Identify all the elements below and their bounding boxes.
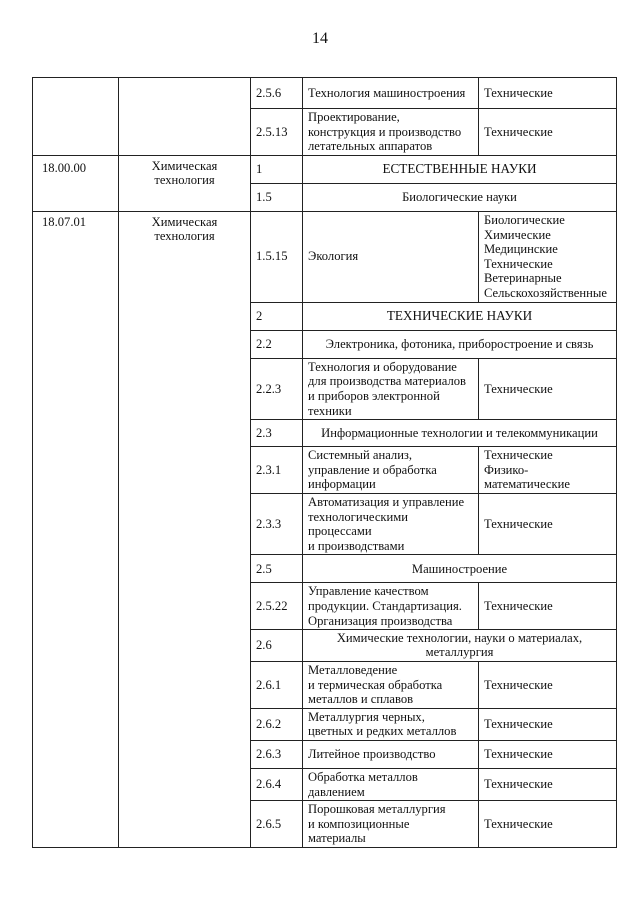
science-code: 2.2 [251, 330, 303, 358]
table-row [33, 155, 617, 183]
science-branch: Технические [479, 662, 617, 709]
science-branch: Технические [479, 741, 617, 769]
science-code: 2.6.1 [251, 662, 303, 709]
science-code: 2.3.1 [251, 447, 303, 494]
science-code: 1 [251, 155, 303, 183]
science-branch: Биологические Химические Медицинские Технические Ветеринарные Сельскохозяйственные [479, 211, 617, 302]
science-branch: Технические [479, 109, 617, 156]
science-code: 2.5.6 [251, 78, 303, 109]
science-code: 2.5.13 [251, 109, 303, 156]
page-number: 14 [312, 30, 328, 47]
science-branch: Технические [479, 358, 617, 419]
spec-code: 18.07.01 [33, 211, 119, 847]
subsection-heading: Электроника, фотоника, приборостроение и связь [303, 330, 617, 358]
science-code: 2.6.2 [251, 708, 303, 740]
science-branch: Технические [479, 801, 617, 848]
table-row [33, 78, 617, 109]
science-code: 2.6.4 [251, 769, 303, 801]
science-code: 2.3 [251, 420, 303, 447]
spec-code: 18.00.00 [33, 155, 119, 211]
section-heading: ЕСТЕСТВЕННЫЕ НАУКИ [303, 155, 617, 183]
science-branch: Технические [479, 78, 617, 109]
subsection-heading: Биологические науки [303, 183, 617, 211]
science-code: 2.5.22 [251, 583, 303, 630]
science-code: 2.6.3 [251, 741, 303, 769]
subsection-heading: Машиностроение [303, 555, 617, 583]
science-name: Экология [303, 211, 479, 302]
science-name: Технология и оборудование для производства материалов и приборов электронной техники [303, 358, 479, 419]
science-code: 2.6 [251, 630, 303, 662]
specialty-table [32, 77, 617, 848]
science-code: 1.5.15 [251, 211, 303, 302]
science-code: 1.5 [251, 183, 303, 211]
science-name: Автоматизация и управление технологическими процессами и производствами [303, 493, 479, 554]
science-name: Системный анализ, управление и обработка информации [303, 447, 479, 494]
science-branch: Технические Физико- математические [479, 447, 617, 494]
science-code: 2.6.5 [251, 801, 303, 848]
section-heading: ТЕХНИЧЕСКИЕ НАУКИ [303, 302, 617, 330]
table-row [33, 211, 617, 302]
science-name: Технология машиностроения [303, 78, 479, 109]
science-name: Обработка металлов давлением [303, 769, 479, 801]
spec-name-cell [119, 78, 251, 156]
science-name: Порошковая металлургия и композиционные материалы [303, 801, 479, 848]
spec-name: Химическая технология [119, 211, 251, 847]
science-branch: Технические [479, 708, 617, 740]
science-code: 2 [251, 302, 303, 330]
science-name: Управление качеством продукции. Стандартизация. Организация производства [303, 583, 479, 630]
science-name: Металлургия черных, цветных и редких металлов [303, 708, 479, 740]
science-branch: Технические [479, 493, 617, 554]
spec-name: Химическая технология [119, 155, 251, 211]
science-name: Проектирование, конструкция и производство летательных аппаратов [303, 109, 479, 156]
science-branch: Технические [479, 769, 617, 801]
spec-code-cell [33, 78, 119, 156]
science-name: Металловедение и термическая обработка металлов и сплавов [303, 662, 479, 709]
science-code: 2.2.3 [251, 358, 303, 419]
science-code: 2.3.3 [251, 493, 303, 554]
subsection-heading: Химические технологии, науки о материалах, металлургия [303, 630, 617, 662]
subsection-heading: Информационные технологии и телекоммуникации [303, 420, 617, 447]
science-code: 2.5 [251, 555, 303, 583]
science-branch: Технические [479, 583, 617, 630]
science-name: Литейное производство [303, 741, 479, 769]
